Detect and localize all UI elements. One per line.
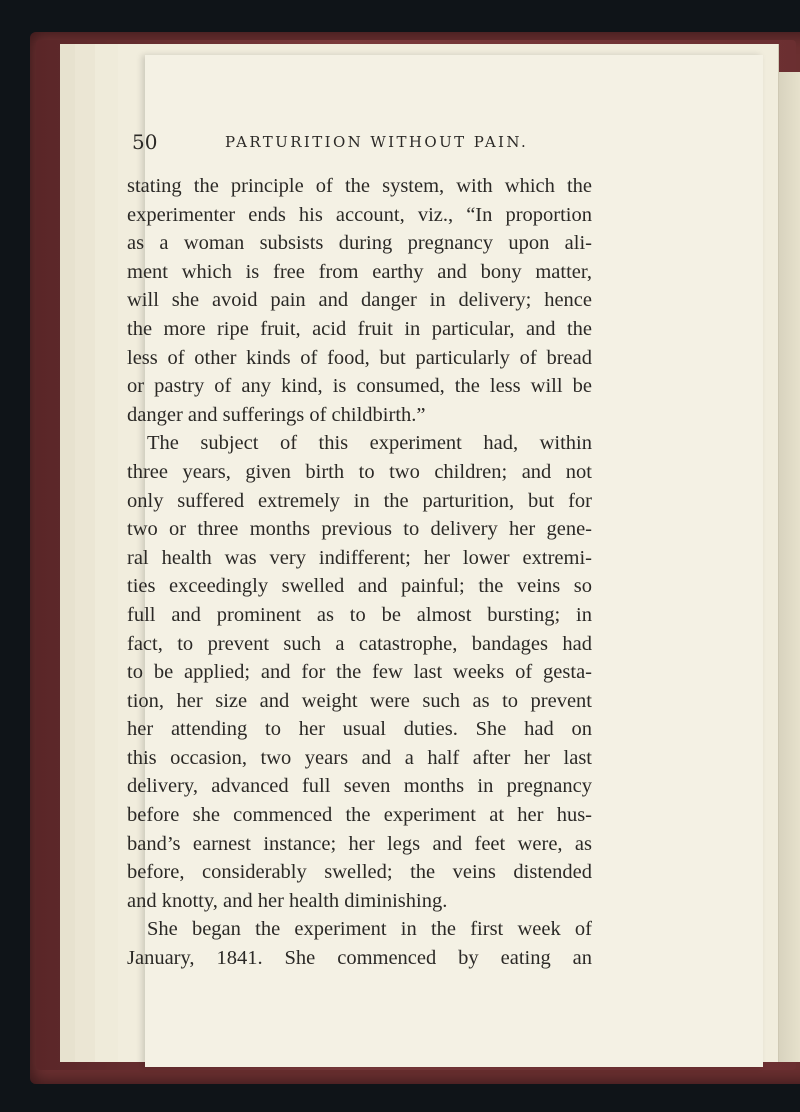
running-title: PARTURITION WITHOUT PAIN. [225, 133, 529, 151]
text-line: January, 1841. She commenced by eating an [127, 947, 592, 970]
text-line: two or three months previous to delivery her gene- [127, 518, 592, 541]
text-line: before she commenced the experiment at her hus- [127, 804, 592, 827]
text-line: three years, given birth to two children; and not [127, 460, 592, 483]
text-line: experimenter ends his account, viz., “In proportion [127, 203, 592, 226]
text-line: as a woman subsists during pregnancy upon ali- [127, 232, 592, 255]
text-line: ral health was very indifferent; her lower extremi- [127, 546, 592, 569]
text-line: full and prominent as to be almost bursting; in [127, 603, 592, 626]
text-line: this occasion, two years and a half after her last [127, 746, 592, 769]
text-line: tion, her size and weight were such as to prevent [127, 689, 592, 712]
text-line: her attending to her usual duties. She had on [127, 718, 592, 741]
text-line: danger and sufferings of childbirth.” [127, 403, 426, 426]
text-line: before, considerably swelled; the veins distended [127, 861, 592, 884]
text-line: band’s earnest instance; her legs and feet were, as [127, 832, 592, 855]
text-line: the more ripe fruit, acid fruit in particular, and the [127, 317, 592, 340]
text-line: and knotty, and her health diminishing. [127, 889, 448, 912]
page-number: 50 [132, 130, 158, 154]
text-line: fact, to prevent such a catastrophe, bandages had [127, 632, 592, 655]
text-line: ment which is free from earthy and bony matter, [127, 260, 592, 283]
body-text [127, 172, 592, 973]
text-line: ties exceedingly swelled and painful; the veins so [127, 575, 592, 598]
text-line: will she avoid pain and danger in delivery; hence [127, 289, 592, 312]
text-line: stating the principle of the system, with which the [127, 175, 592, 197]
text-line: to be applied; and for the few last weeks of gesta- [127, 661, 592, 684]
text-line: less of other kinds of food, but particularly of bread [127, 346, 592, 369]
text-line: delivery, advanced full seven months in pregnancy [127, 775, 592, 798]
text-line: or pastry of any kind, is consumed, the less will be [127, 375, 592, 398]
text-line: She began the experiment in the first week of [147, 918, 592, 941]
text-line: only suffered extremely in the parturition, but for [127, 489, 592, 512]
text-line: The subject of this experiment had, within [147, 432, 592, 455]
